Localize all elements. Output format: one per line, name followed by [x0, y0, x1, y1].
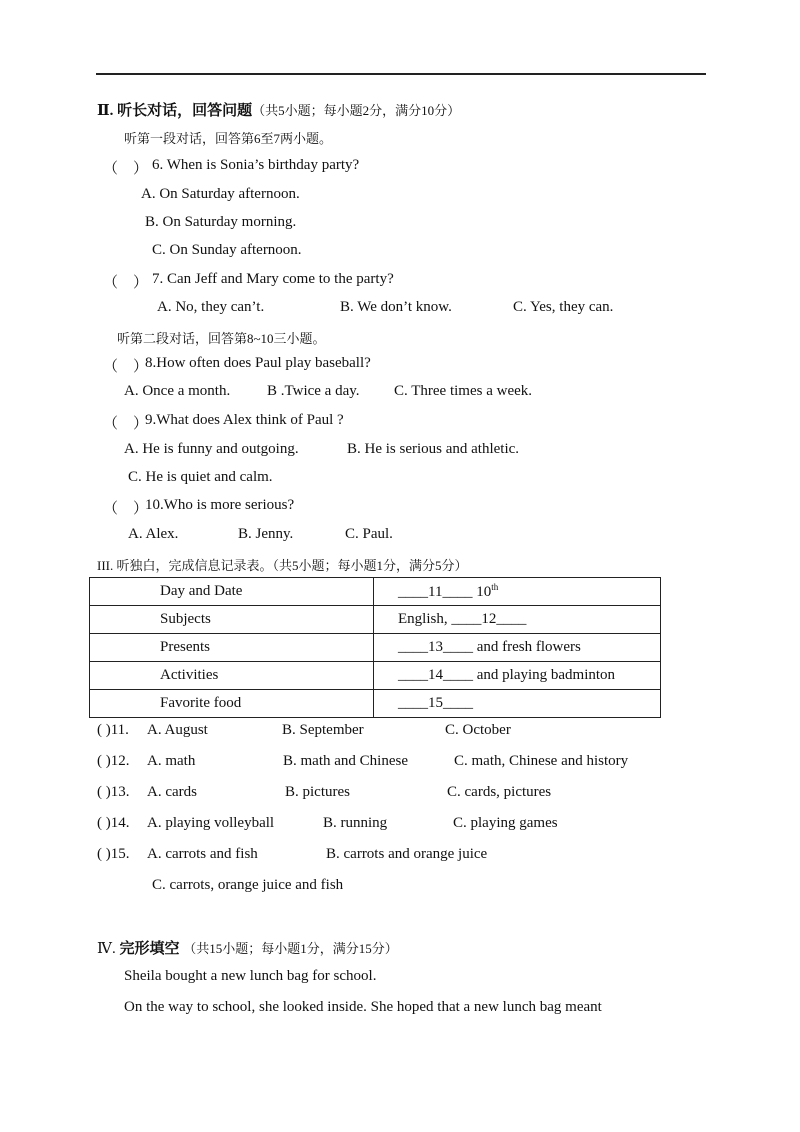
q12-option-a: A. math	[147, 753, 196, 769]
table-row	[90, 578, 661, 606]
row-value-text: ____11____ 10	[398, 584, 492, 600]
date-superscript: th	[491, 582, 499, 592]
q10-option-c: C. Paul.	[345, 526, 393, 542]
q9-question: 9.What does Alex think of Paul ?	[145, 412, 344, 428]
table-row	[90, 690, 661, 718]
q7-option-b: B. We don’t know.	[340, 299, 452, 315]
q8-option-a: A. Once a month.	[124, 383, 231, 399]
dialog2-intro: 听第二段对话，回答第8~10三小题。	[117, 331, 326, 346]
q6-option-c: C. On Sunday afternoon.	[152, 242, 302, 258]
section4-roman: Ⅳ.	[97, 941, 116, 957]
q13-option-c: C. cards, pictures	[447, 784, 552, 800]
section2-roman: Ⅱ.	[97, 103, 114, 119]
row-label: Presents	[90, 634, 374, 662]
q10-option-b: B. Jenny.	[238, 526, 294, 542]
q14-number[interactable]: ( )14.	[97, 815, 130, 831]
row-value[interactable]: English, ____12____	[374, 606, 661, 634]
row-label: Day and Date	[90, 578, 374, 606]
q11-option-b: B. September	[282, 722, 364, 738]
q9-option-c: C. He is quiet and calm.	[128, 469, 273, 485]
row-label: Subjects	[90, 606, 374, 634]
q12-option-c: C. math, Chinese and history	[454, 753, 629, 769]
section2-title: 听长对话，回答问题	[117, 103, 253, 119]
q15-option-b: B. carrots and orange juice	[326, 846, 488, 862]
q10-answer-paren[interactable]: （ ）	[103, 501, 149, 517]
q12-option-b: B. math and Chinese	[283, 753, 408, 769]
q13-option-a: A. cards	[147, 784, 197, 800]
q14-option-c: C. playing games	[453, 815, 558, 831]
section2-heading	[97, 99, 460, 120]
q8-question: 8.How often does Paul play baseball?	[145, 355, 371, 371]
q15-option-c: C. carrots, orange juice and fish	[152, 877, 344, 893]
row-value[interactable]	[374, 578, 661, 606]
q6-option-b: B. On Saturday morning.	[145, 214, 297, 230]
q13-option-b: B. pictures	[285, 784, 350, 800]
section3-heading: III. 听独白，完成信息记录表。（共5小题；每小题1分，满分5分）	[97, 558, 468, 573]
cloze-line-2: On the way to school, she looked inside. She hoped that a new lunch bag meant	[124, 999, 602, 1015]
row-label: Favorite food	[90, 690, 374, 718]
section4-title: 完形填空	[119, 941, 180, 957]
q10-option-a: A. Alex.	[128, 526, 179, 542]
q9-answer-paren[interactable]: （ ）	[103, 416, 149, 432]
section4-note: （共15小题；每小题1分，满分15分）	[183, 941, 398, 956]
q10-question: 10.Who is more serious?	[145, 497, 295, 513]
q14-option-a: A. playing volleyball	[147, 815, 275, 831]
q9-option-b: B. He is serious and athletic.	[347, 441, 520, 457]
q7-option-c: C. Yes, they can.	[513, 299, 614, 315]
q8-answer-paren[interactable]: （ ）	[103, 359, 149, 375]
top-rule	[96, 73, 706, 75]
info-record-table	[89, 577, 661, 718]
dialog1-intro: 听第一段对话，回答第6至7两小题。	[124, 131, 333, 146]
q8-option-b: B .Twice a day.	[267, 383, 360, 399]
q7-option-a: A. No, they can’t.	[157, 299, 265, 315]
q15-option-a: A. carrots and fish	[147, 846, 258, 862]
q8-option-c: C. Three times a week.	[394, 383, 533, 399]
section4-heading	[97, 937, 398, 958]
row-value[interactable]: ____15____	[374, 690, 661, 718]
table-row	[90, 634, 661, 662]
table-row	[90, 606, 661, 634]
row-value[interactable]: ____14____ and playing badminton	[374, 662, 661, 690]
q6-answer-paren[interactable]: （ ）	[103, 161, 149, 177]
row-value[interactable]: ____13____ and fresh flowers	[374, 634, 661, 662]
q9-option-a: A. He is funny and outgoing.	[124, 441, 299, 457]
q14-option-b: B. running	[323, 815, 388, 831]
q15-number[interactable]: ( )15.	[97, 846, 130, 862]
table-row	[90, 662, 661, 690]
q11-option-c: C. October	[445, 722, 511, 738]
section2-note: （共5小题；每小题2分，满分10分）	[252, 103, 461, 118]
cloze-line-1: Sheila bought a new lunch bag for school.	[124, 968, 377, 984]
q11-option-a: A. August	[147, 722, 208, 738]
q7-answer-paren[interactable]: （ ）	[103, 275, 149, 291]
row-label: Activities	[90, 662, 374, 690]
q12-number[interactable]: ( )12.	[97, 753, 130, 769]
q13-number[interactable]: ( )13.	[97, 784, 130, 800]
q7-question: 7. Can Jeff and Mary come to the party?	[152, 271, 394, 287]
q11-number[interactable]: ( )11.	[97, 722, 129, 738]
q6-option-a: A. On Saturday afternoon.	[141, 186, 300, 202]
q6-question: 6. When is Sonia’s birthday party?	[152, 157, 360, 173]
